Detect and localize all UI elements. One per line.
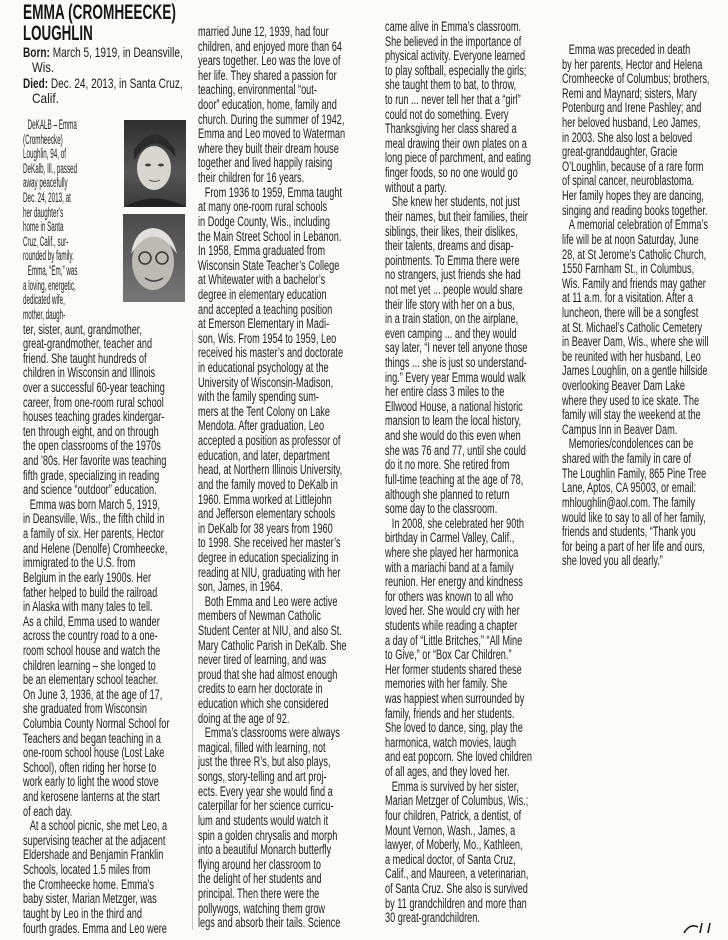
text-line: immigrated to the U.S. from [23, 555, 136, 571]
text-line: lawyer, of Moberly, Mo., Kathleen, [385, 837, 523, 853]
born-line [23, 45, 183, 60]
text-line: in Alaska with many tales to tell. [23, 599, 153, 615]
text-line: flying around her classroom to [198, 856, 321, 872]
text-line: Both Emma and Leo were active [204, 593, 338, 609]
text-line: door” education, home, family and [198, 97, 337, 113]
text-line: at many one-room rural schools [198, 199, 328, 215]
born-line-cont: Wis. [32, 59, 55, 75]
text-line: School), often riding her horse to [23, 759, 157, 775]
text-line: the delight of her students and [198, 871, 322, 887]
text-line: accepted a position as professor of [198, 433, 341, 449]
text-line: the Cromheecke home. Emma’s [23, 876, 154, 892]
text-line: Potenburg and Irene Pashley; and [562, 100, 702, 116]
text-line: at 11 a.m. for a visitation. After a [562, 290, 693, 306]
text-line: ing.” Every year Emma would walk [385, 369, 526, 385]
text-line: fifth grade, specializing in reading [23, 467, 160, 483]
text-line: singing and reading books together. [562, 202, 708, 218]
born-label: Born: [23, 44, 50, 60]
text-line: at Emerson Elementary in Madi- [198, 316, 330, 332]
text-line: houses teaching grades kindergar- [23, 409, 165, 425]
text-line: degree in elementary education [198, 286, 327, 302]
text-line: she loved you all dearly.” [562, 553, 663, 569]
text-line: even camping ... and they would [385, 325, 517, 341]
text-line: education which she considered [198, 696, 329, 712]
text-line: she graduated from Wisconsin [23, 701, 147, 717]
paragraph [198, 726, 416, 931]
text-line: not met yet ... people would share [385, 281, 523, 297]
text-line: into a beautiful Monarch butterfly [198, 842, 332, 858]
text-line: 1960. Emma worked at Littlejohn [198, 491, 332, 507]
text-line: Lane, Aptos, CA 95003, or email: [562, 480, 697, 496]
text-line: their names, but their families, their [385, 208, 528, 224]
text-line: Student Center at NIU, and also St. [198, 622, 342, 638]
text-line: life will be at noon Saturday, June [562, 231, 699, 247]
text-line: years together. Leo was the love of [198, 53, 341, 69]
text-line: just the three R’s, but also plays, [198, 754, 331, 770]
paragraph [198, 595, 416, 726]
text-line: of spinal cancer, neuroblastoma. [562, 173, 695, 189]
text-line: room school house and watch the [23, 642, 161, 658]
text-line: and accepted a teaching position [198, 301, 333, 317]
text-line: spin a golden chrysalis and morph [198, 827, 338, 843]
text-line: reunion. Her energy and kindness [385, 574, 523, 590]
text-line: Marian Metzger of Columbus, Wis.; [385, 793, 529, 809]
text-line: four children, Patrick, a dentist, of [385, 807, 522, 823]
column-4 [562, 43, 728, 569]
text-line: and kerosene lanterns at the start [23, 789, 160, 805]
text-line: do it no more. She retired from [385, 457, 510, 473]
paragraph [198, 186, 416, 595]
text-line: children in Wisconsin and Illinois [23, 365, 156, 381]
text-line: Wis. Family and friends may gather [562, 275, 706, 291]
text-line: work early to light the wood stove [23, 774, 159, 790]
text-line: pointments. To Emma there were [385, 252, 520, 268]
text-line: Emma is survived by her sister, [391, 778, 519, 794]
text-line: could not do something. Every [385, 106, 509, 122]
handwritten-scribble-icon [680, 921, 720, 935]
text-line: head, at Northern Illinois University, [198, 462, 343, 478]
text-line: finger foods, so no one would go [385, 165, 518, 181]
obituary-title-surname: LOUGHLIN [23, 22, 93, 45]
text-line: rounded by family. [23, 248, 74, 264]
text-line: DeKalb, Ill., passed [23, 160, 78, 176]
text-line: children, and enjoyed more than 64 [198, 38, 342, 54]
text-line: married June 12, 1939, had four [198, 24, 329, 39]
text-line: doing at the age of 92. [198, 710, 290, 726]
column-2 [198, 25, 416, 931]
text-line: magical, filled with learning, not [198, 739, 326, 755]
text-line: some day to the classroom. [385, 501, 498, 517]
paragraph [562, 218, 728, 437]
text-line: (Cromheecke) [23, 131, 63, 147]
text-line: her beloved husband, Leo James, [562, 115, 701, 131]
text-line: away peacefully [23, 175, 68, 191]
text-line: Teachers and began teaching in a [23, 730, 161, 746]
text-line: Emma and Leo moved to Waterman [198, 126, 346, 142]
paragraph [562, 43, 728, 218]
text-line: Eldershade and Benjamin Franklin [23, 847, 164, 863]
text-line: son, Wis. From 1954 to 1959, Leo [198, 330, 337, 346]
text-line: Cruz, Calif., sur- [23, 233, 69, 249]
text-line: across the country road to a one- [23, 628, 158, 644]
text-line: songs, story-telling and art proj- [198, 769, 327, 785]
text-line: caterpillar for her science curricu- [198, 798, 334, 814]
text-line: 28, at St Jerome’s Catholic Church, [562, 246, 707, 262]
text-line: Columbia County Normal School for [23, 715, 170, 731]
text-line: loved her. She would cry with her [385, 603, 520, 619]
text-line: Loughlin, 94, of [23, 146, 66, 162]
text-line: in a train station, on the airplane, [385, 311, 519, 327]
text-line: Her family hopes they are dancing, [562, 188, 704, 204]
text-line: to run ... never tell her that a “girl” [385, 92, 521, 108]
text-line: dedicated wife, [23, 292, 65, 308]
text-line: with the family spending sum- [198, 389, 319, 405]
text-line: Emma’s classrooms were always [204, 725, 340, 741]
born-value: March 5, 1919, in Deansville, [52, 44, 183, 60]
text-line: in 2003. She also lost a beloved [562, 129, 693, 145]
text-line: together and lived happily raising [198, 155, 333, 171]
text-line: 1550 Farnham St., in Columbus, [562, 261, 695, 277]
text-line: proud that she had almost enough [198, 666, 338, 682]
text-line: where she played her harmonica [385, 544, 519, 560]
text-line: their talents, dreams and disap- [385, 238, 514, 254]
text-line: long piece of parchment, and eating [385, 150, 531, 166]
text-line: in Deansville, Wis., the fifth child in [23, 511, 165, 527]
text-line: to Give,” or “Box Car Children.” [385, 647, 512, 663]
text-line: The Loughlin Family, 865 Pine Tree [562, 465, 707, 481]
text-line: physical activity. Everyone learned [385, 48, 526, 64]
text-line: at Whitewater with a bachelor’s [198, 272, 326, 288]
text-line: Belgium in the early 1900s. Her [23, 569, 152, 585]
text-line: birthday in Carmel Valley, Calif., [385, 530, 515, 546]
text-line: Dec. 24, 2013, at [23, 190, 71, 206]
paragraph [198, 25, 416, 186]
text-line: Emma, “Em,” was [27, 263, 78, 279]
text-line: and science “outdoor” education. [23, 482, 157, 498]
text-line: Ellwood House, a national historic [385, 398, 523, 414]
text-line: Campus Inn in Beaver Dam. [562, 421, 678, 437]
text-line: in Dodge County, Wis., including [198, 213, 330, 229]
text-line: reading at NIU, graduating with her [198, 564, 341, 580]
text-line: luncheon, there will be a songfest [562, 304, 699, 320]
text-line: friends and students, “Thank you [562, 524, 696, 540]
text-line: principal. Then there were the [198, 885, 320, 901]
obituary-title: EMMA (CROMHEECKE) [23, 1, 176, 24]
text-line: in educational psychology at the [198, 360, 329, 376]
text-line: credits to earn her doctorate in [198, 681, 323, 697]
text-line: education, and later, department [198, 447, 330, 463]
text-line: career, from one-room rural school [23, 394, 164, 410]
text-line: by 11 grandchildren and more than [385, 895, 527, 911]
text-line: taught by Leo in the third and [23, 905, 142, 921]
text-line: shared with the family in care of [562, 451, 692, 467]
text-line: a family of six. Her parents, Hector [23, 526, 164, 542]
text-line: She loved to dance, sing, play the [385, 720, 523, 736]
text-line: Emma was preceded in death [568, 42, 691, 57]
handwritten-mark [680, 921, 720, 940]
text-line: Mary Catholic Parish in DeKalb. She [198, 637, 347, 653]
text-line: In 2008, she celebrated her 90th [391, 515, 524, 531]
text-line: church. During the summer of 1942, [198, 111, 345, 127]
text-line: and she would do this even when [385, 428, 521, 444]
text-line: say later, “I never tell anyone those [385, 340, 528, 356]
died-line [23, 76, 183, 91]
text-line: ten through eight, and on through [23, 423, 159, 439]
text-line: From 1936 to 1959, Emma taught [204, 184, 343, 200]
text-line: with a mariachi band at a family [385, 559, 514, 575]
paragraph [385, 780, 601, 926]
paragraph [562, 437, 728, 568]
text-line: her entire class 3 miles to the [385, 384, 505, 400]
text-line: to play softball, especially the girls; [385, 62, 527, 78]
text-line: a medical doctor, of Santa Cruz, [385, 851, 516, 867]
text-line: things ... she is just so understand- [385, 355, 527, 371]
text-line: She believed in the importance of [385, 33, 522, 49]
text-line: of each day. [23, 803, 73, 819]
died-line-cont: Calif. [32, 90, 59, 106]
text-line: great-granddaughter, Gracie [562, 144, 678, 160]
text-line: ter, sister, aunt, grandmother, [23, 321, 142, 337]
text-line: she taught them to bat, to throw, [385, 77, 517, 93]
text-line: by her parents, Hector and Helena [562, 56, 703, 72]
text-line: friend. She taught hundreds of [23, 350, 147, 366]
text-line: home in Santa [23, 219, 64, 235]
text-line: A memorial celebration of Emma’s [568, 217, 708, 233]
text-line: O’Loughlin, because of a rare form [562, 158, 704, 174]
text-line: their children for 16 years. [198, 170, 305, 186]
text-line: On June 3, 1936, at the age of 17, [23, 686, 163, 702]
text-line: the open classrooms of the 1970s [23, 438, 161, 454]
text-line: in DeKalb for 38 years from 1960 [198, 520, 333, 536]
text-line: children learning – she longed to [23, 657, 156, 673]
text-line: siblings, their likes, their dislikes, [385, 223, 518, 239]
text-line: James Loughlin, on a gentle hillside [562, 363, 708, 379]
text-line: and the family moved to DeKalb in [198, 476, 338, 492]
text-line: pollywogs, watching them grow [198, 900, 326, 916]
text-line: over a successful 60-year teaching [23, 379, 165, 395]
text-line: one-room school house (Lost Lake [23, 745, 165, 761]
text-line: no strangers, just friends she had [385, 267, 521, 283]
died-label: Died: [23, 75, 49, 91]
text-line: Memories/condolences can be [568, 436, 694, 452]
text-line: memories with her family. She [385, 676, 508, 692]
text-line: Remi and Maynard; sisters, Mary [562, 85, 697, 101]
text-line: was happiest when surrounded by [385, 691, 525, 707]
text-line: would like to say to all of her family, [562, 509, 706, 525]
text-line: Calif., and Maureen, a veterinarian, [385, 866, 529, 882]
text-line: degree in education specializing in [198, 549, 339, 565]
text-line: she was 76 and 77, until she could [385, 442, 526, 458]
text-line: students while reading a chapter [385, 617, 518, 633]
text-line: a day of “Little Britches,” “All Mine [385, 632, 523, 648]
text-line: ects. Every year she would find a [198, 783, 333, 799]
text-line: her daughter’s [23, 204, 64, 220]
text-line: their life story with her on a bus, [385, 296, 515, 312]
text-line: As a child, Emma used to wander [23, 613, 160, 629]
text-line: her life. They shared a passion for [198, 67, 337, 83]
text-line: for others was known to all who [385, 588, 514, 604]
text-line: at St. Michael’s Catholic Cemetery [562, 319, 703, 335]
text-line: Emma was born March 5, 1919, [29, 496, 160, 512]
text-line: and Helene (Denolfe) Cromheecke, [23, 540, 168, 556]
text-line: Mount Vernon, Wash., James, a [385, 822, 516, 838]
text-line: and Jefferson elementary schools [198, 506, 336, 522]
text-line: in Beaver Dam, Wis., where she will [562, 334, 709, 350]
text-line: father helped to build the railroad [23, 584, 158, 600]
text-line: supervising teacher at the adjacent [23, 832, 166, 848]
text-line: where they used to ice skate. The [562, 392, 700, 408]
text-line: members of Newman Catholic [198, 608, 321, 624]
text-line: family, friends and her students. [385, 705, 515, 721]
text-line: fourth grades. Emma and Leo were [23, 920, 167, 936]
text-line: and ’80s. Her favorite was teaching [23, 453, 167, 469]
text-line: without a party. [385, 179, 447, 195]
text-line: although she planned to return [385, 486, 510, 502]
text-line: Her former students shared these [385, 661, 522, 677]
text-line: overlooking Beaver Dam Lake [562, 378, 685, 394]
text-line: Wisconsin State Teacher’s College [198, 257, 340, 273]
text-line: Thanksgiving her class shared a [385, 121, 517, 137]
text-line: 30 great-grandchildren. [385, 910, 480, 926]
text-line: baby sister, Marian Metzger, was [23, 891, 157, 907]
text-line: and eat popcorn. She loved children [385, 749, 532, 765]
text-line: mother, daugh- [23, 306, 66, 322]
text-line: She knew her students, not just [391, 194, 520, 210]
text-line: meal drawing their own plates on a [385, 135, 527, 151]
died-value: Dec. 24, 2013, in Santa Cruz, [50, 75, 183, 91]
text-line: Cromheecke of Columbus; brothers, [562, 71, 710, 87]
text-line: lum and students would watch it [198, 812, 329, 828]
text-line: son, James, in 1964. [198, 579, 283, 595]
text-line: Schools, located 1.5 miles from [23, 862, 151, 878]
text-line: mansion to learn the local history, [385, 413, 522, 429]
text-line: teaching, environmental “out- [198, 82, 317, 98]
text-line: University of Wisconsin-Madison, [198, 374, 334, 390]
text-line: for being a part of her life and ours, [562, 538, 705, 554]
text-line: a loving, energetic, [23, 277, 76, 293]
text-line: be an elementary school teacher. [23, 672, 159, 688]
text-line: harmonica, watch movies, laugh [385, 734, 517, 750]
text-line: Mendota. After graduation, Leo [198, 418, 325, 434]
text-line: great-grandmother, teacher and [23, 336, 153, 352]
text-line: of Santa Cruz. She also is survived [385, 880, 528, 896]
text-line: to 1998. She received her master’s [198, 535, 341, 551]
text-line: be reunited with her husband, Leo [562, 348, 701, 364]
text-line: of all ages, and they loved her. [385, 764, 510, 780]
text-line: DeKALB – Emma [27, 117, 77, 132]
text-line: legs and absorb their tails. Science [198, 915, 341, 931]
text-line: the Main Street School in Lebanon. [198, 228, 342, 244]
text-line: never tired of learning, and was [198, 652, 327, 668]
text-line: At a school picnic, she met Leo, a [29, 818, 168, 834]
text-line: mers at the Tent Colony on Lake [198, 403, 331, 419]
text-line: where they built their dream house [198, 140, 339, 156]
text-line: mhloughlin@aol.com. The family [562, 494, 696, 510]
text-line: received his master’s and doctorate [198, 345, 344, 361]
text-line: came alive in Emma’s classroom. [385, 19, 522, 34]
text-line: In 1958, Emma graduated from [198, 243, 326, 259]
text-line: family will stay the weekend at the [562, 407, 701, 423]
text-line: full-time teaching at the age of 78, [385, 471, 524, 487]
